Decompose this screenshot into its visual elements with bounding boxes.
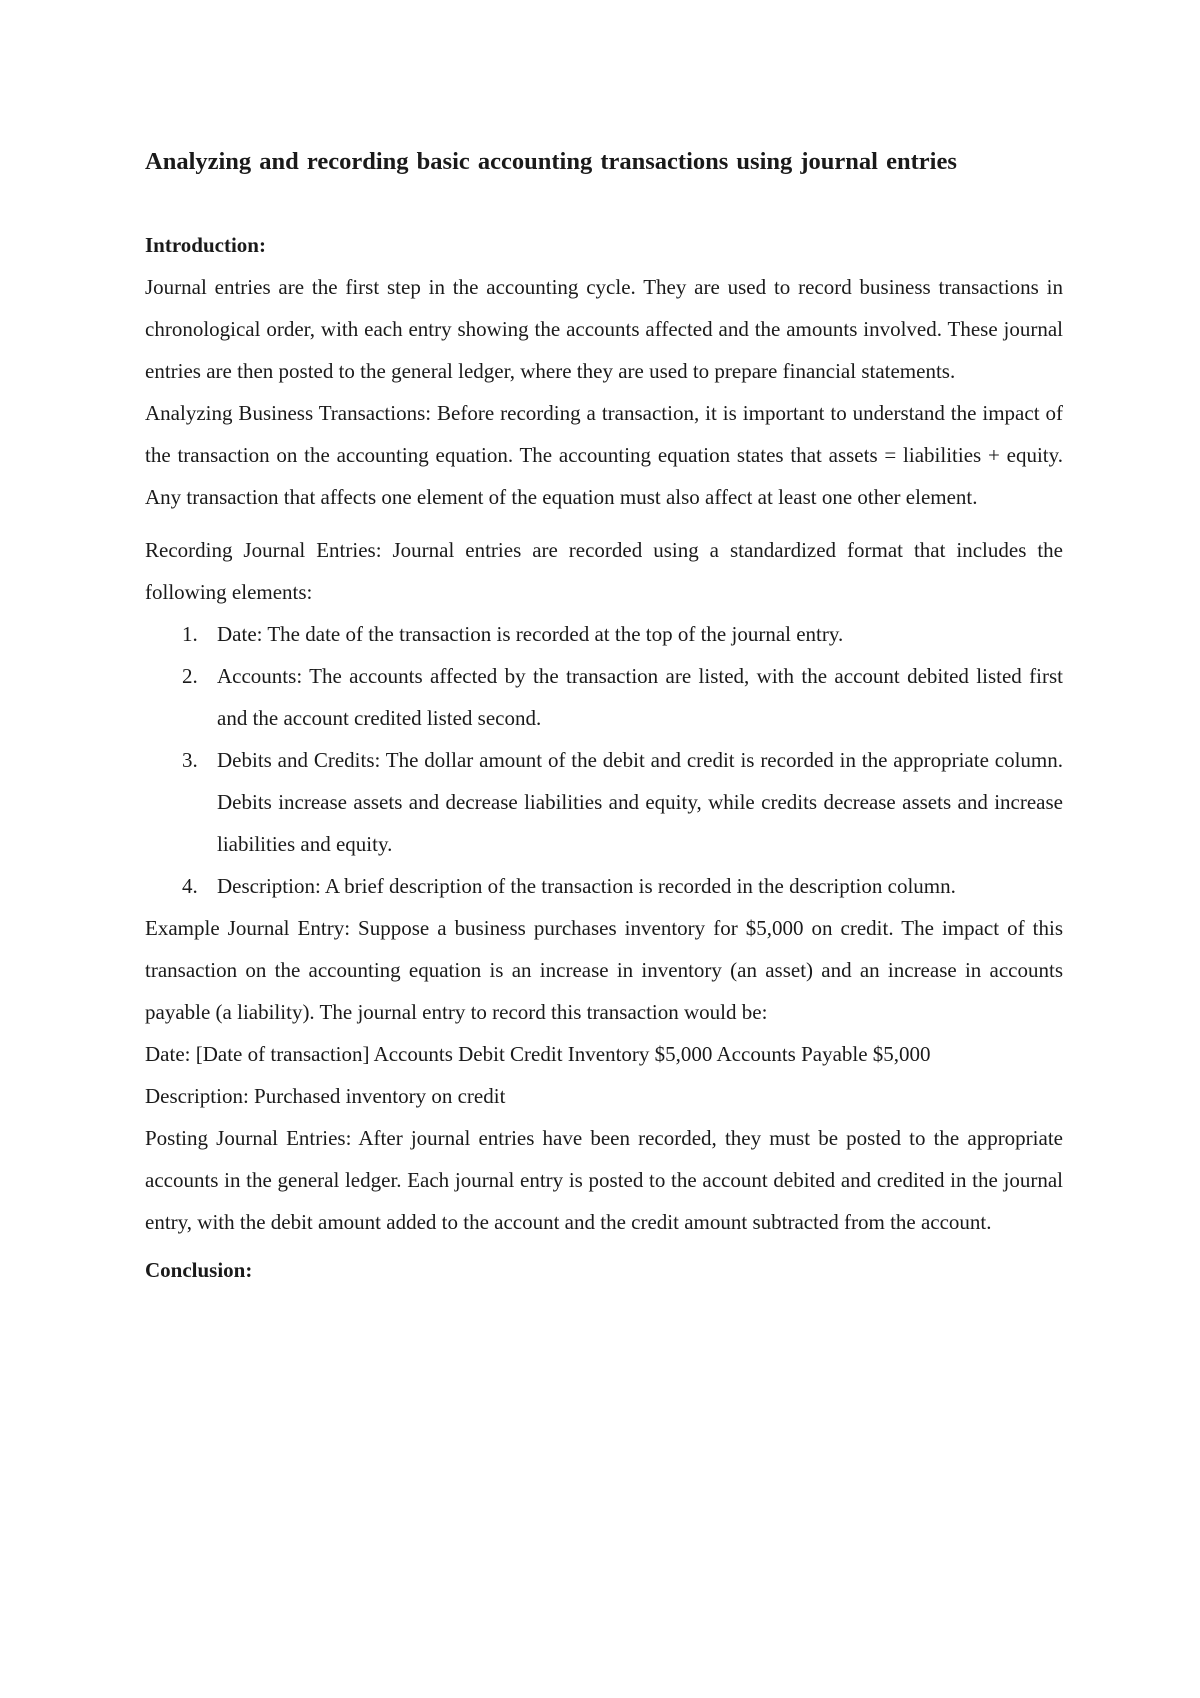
list-item-text: Debits and Credits: The dollar amount of the debit and credit is recorded in the appropriate column. Debits increase assets and decrease liabilities and equity, while credits decrease assets and increase liabilities and equity.: [217, 748, 1063, 856]
list-item-number: 3.: [182, 748, 198, 772]
document-title: Analyzing and recording basic accounting transactions using journal entries: [145, 148, 957, 175]
list-item-text: Date: The date of the transaction is recorded at the top of the journal entry.: [217, 622, 844, 646]
posting-entries-paragraph: Posting Journal Entries: After journal entries have been recorded, they must be posted to the appropriate accounts in the general ledger. Each journal entry is posted to the account debited and credited in the journal entry, with the debit amount added to the account and the credit amount subtracted from the account.: [145, 1126, 1063, 1234]
recording-entries-paragraph: Recording Journal Entries: Journal entries are recorded using a standardized format that includes the following elements:: [145, 538, 1063, 604]
intro-paragraph: Journal entries are the first step in the accounting cycle. They are used to record business transactions in chronological order, with each entry showing the accounts affected and the amounts involved. These journal entries are then posted to the general ledger, where they are used to prepare financial statements.: [145, 275, 1063, 383]
example-entry-paragraph: Example Journal Entry: Suppose a business purchases inventory for $5,000 on credit. The impact of this transaction on the accounting equation is an increase in inventory (an asset) and an increase in accounts payable (a liability). The journal entry to record this transaction would be:: [145, 916, 1063, 1024]
list-item: [145, 655, 1063, 739]
introduction-heading: Introduction:: [145, 233, 266, 257]
list-item: [145, 739, 1063, 865]
conclusion-heading: Conclusion:: [145, 1258, 253, 1282]
document-body: [145, 138, 1063, 1291]
list-item-number: 1.: [182, 622, 198, 646]
example-description-line: Description: Purchased inventory on credit: [145, 1084, 506, 1108]
list-item-text: Accounts: The accounts affected by the transaction are listed, with the account debited listed first and the account credited listed second.: [217, 664, 1063, 730]
journal-entry-elements-list: [145, 613, 1063, 907]
list-item-text: Description: A brief description of the transaction is recorded in the description column.: [217, 874, 956, 898]
analyzing-transactions-paragraph: Analyzing Business Transactions: Before recording a transaction, it is important to understand the impact of the transaction on the accounting equation. The accounting equation states that assets = liabilities + equity. Any transaction that affects one element of the equation must also affect at least one other element.: [145, 401, 1063, 509]
list-item: [145, 613, 1063, 655]
list-item: [145, 865, 1063, 907]
example-entry-line: Date: [Date of transaction] Accounts Debit Credit Inventory $5,000 Accounts Payable $5,000: [145, 1042, 931, 1066]
list-item-number: 2.: [182, 664, 198, 688]
list-item-number: 4.: [182, 874, 198, 898]
